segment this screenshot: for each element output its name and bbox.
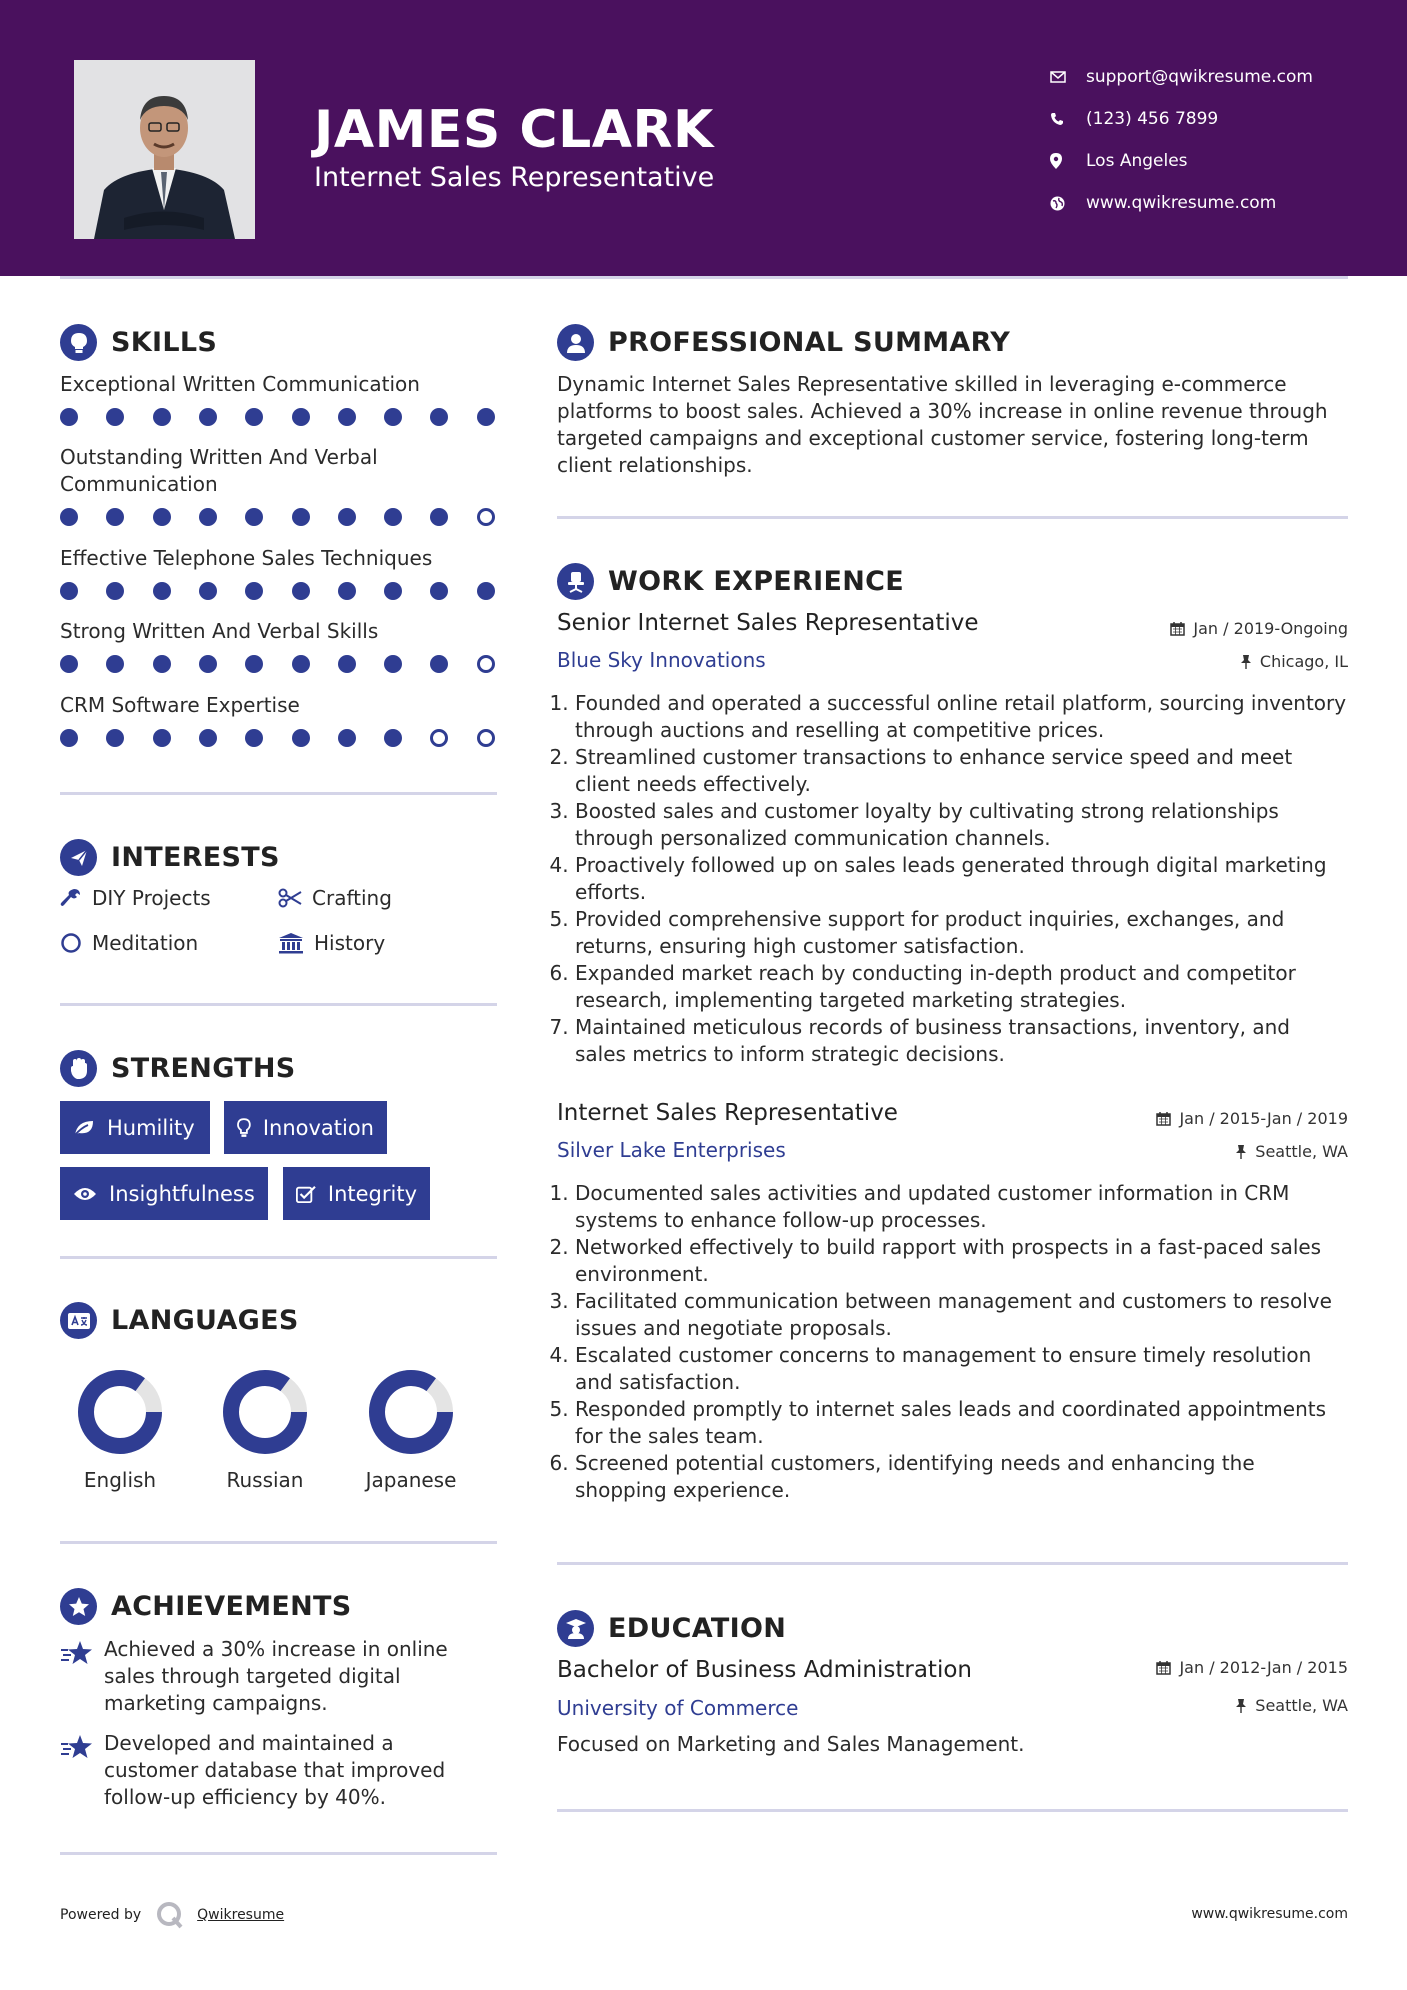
section-divider (60, 1852, 497, 1855)
education-title: EDUCATION (608, 1613, 787, 1644)
phone-icon (1050, 112, 1086, 126)
calendar-icon (1170, 621, 1185, 636)
job-location-text: Seattle, WA (1255, 1142, 1348, 1161)
language-ring (365, 1366, 457, 1458)
job-bullet: 4. Proactively followed up on sales leads generated through digital marketing efforts. (575, 852, 1347, 906)
achievement-item (60, 1730, 490, 1811)
achievements-heading (60, 1588, 352, 1625)
institution-icon (278, 932, 304, 954)
section-divider (60, 792, 497, 795)
skill-dot-filled (430, 582, 448, 600)
language-label: Japanese (365, 1468, 457, 1492)
skill-dot-filled (106, 408, 124, 426)
globe-icon (1050, 196, 1086, 211)
job-bullet: 4. Escalated customer concerns to management to ensure timely resolution and satisfaction. (575, 1342, 1347, 1396)
leaf-icon (73, 1119, 95, 1137)
achievement-item (60, 1636, 490, 1717)
qwikresume-logo-icon (155, 1900, 185, 1930)
language-label: Russian (226, 1468, 304, 1492)
candidate-title: Internet Sales Representative (314, 162, 715, 193)
interest-label: Meditation (92, 931, 199, 955)
skill-dot-filled (60, 655, 78, 673)
section-divider (557, 1562, 1348, 1565)
strength-label: Insightfulness (109, 1181, 255, 1206)
contact-email[interactable] (1050, 56, 1380, 98)
section-divider (557, 1809, 1348, 1812)
skill-dot-filled (153, 582, 171, 600)
skill-dot-filled (292, 582, 310, 600)
job-title: Internet Sales Representative (557, 1100, 898, 1126)
contact-location-text: Los Angeles (1086, 151, 1188, 171)
language-item (190, 1366, 340, 1492)
education-location-text: Seattle, WA (1255, 1696, 1348, 1715)
language-label: English (83, 1468, 157, 1492)
strengths-title: STRENGTHS (111, 1053, 296, 1084)
skill-rating (60, 655, 500, 675)
skills-heading (60, 324, 217, 361)
paper-plane-icon (60, 839, 97, 876)
job-dates (1156, 1109, 1348, 1128)
calendar-icon (1156, 1111, 1171, 1126)
job-bullet: 3. Facilitated communication between management and customers to resolve issues and negotiate proposals. (575, 1288, 1347, 1342)
section-divider (557, 516, 1348, 519)
candidate-name: JAMES CLARK (314, 100, 714, 160)
languages-title: LANGUAGES (111, 1305, 299, 1336)
skill-dot-filled (106, 729, 124, 747)
skill-rating (60, 508, 500, 528)
job-title: Senior Internet Sales Representative (557, 610, 979, 636)
job-dates-text: Jan / 2015-Jan / 2019 (1179, 1109, 1348, 1128)
skill-rating (60, 582, 500, 602)
skill-dot-filled (384, 729, 402, 747)
check-square-icon (296, 1184, 316, 1204)
job-bullet: 2. Networked effectively to build rapport with prospects in a fast-paced sales environment. (575, 1234, 1347, 1288)
eye-icon (73, 1186, 97, 1202)
language-ring (219, 1366, 311, 1458)
job-bullets (557, 1180, 1347, 1504)
skill-rating (60, 729, 500, 749)
job-bullets (557, 690, 1347, 1068)
education-heading (557, 1610, 786, 1647)
skill-dot-filled (338, 582, 356, 600)
interest-label: History (314, 931, 386, 955)
summary-heading (557, 324, 1010, 361)
skill-dot-filled (60, 729, 78, 747)
skill-dot-filled (477, 408, 495, 426)
skill-dot-filled (153, 729, 171, 747)
interest-item (278, 931, 385, 955)
powered-by-label: Powered by (60, 1907, 142, 1923)
job-bullet: 5. Responded promptly to internet sales leads and coordinated appointments for the sales team. (575, 1396, 1347, 1450)
language-item (336, 1366, 486, 1492)
star-icon (60, 1730, 104, 1811)
section-divider (60, 1003, 497, 1006)
star-badge-icon (60, 1588, 97, 1625)
skill-dot-filled (245, 508, 263, 526)
skill-dot-filled (384, 408, 402, 426)
lightbulb-icon (60, 324, 97, 361)
contact-website[interactable] (1050, 182, 1380, 224)
user-icon (557, 324, 594, 361)
school-name: University of Commerce (557, 1696, 799, 1720)
contact-phone-text: (123) 456 7899 (1086, 109, 1219, 129)
strength-chip (224, 1101, 387, 1154)
job-bullet: 6. Screened potential customers, identifying needs and enhancing the shopping experience. (575, 1450, 1347, 1504)
skill-label: Outstanding Written And Verbal Communication (60, 445, 378, 496)
interest-item (60, 886, 211, 910)
achievement-text: Developed and maintained a customer database that improved follow-up efficiency by 40%. (104, 1731, 446, 1809)
skill-dot-filled (60, 508, 78, 526)
footer-website[interactable]: www.qwikresume.com (1191, 1906, 1348, 1922)
skill-dot-empty (430, 729, 448, 747)
skill-dot-filled (292, 508, 310, 526)
star-icon (60, 1636, 104, 1717)
skill-dot-filled (245, 582, 263, 600)
job-bullet: 5. Provided comprehensive support for product inquiries, exchanges, and returns, ensuring high customer satisfaction. (575, 906, 1347, 960)
skill-dot-filled (384, 508, 402, 526)
language-ring (74, 1366, 166, 1458)
calendar-icon (1156, 1660, 1171, 1675)
skill-dot-filled (199, 655, 217, 673)
job-dates (1170, 619, 1348, 638)
skill-label: Effective Telephone Sales Techniques (60, 546, 433, 570)
map-pin-icon (1050, 153, 1086, 169)
fist-icon (60, 1050, 97, 1087)
skill-dot-filled (338, 729, 356, 747)
scissors-icon (278, 888, 302, 908)
experience-heading (557, 563, 904, 600)
education-description: Focused on Marketing and Sales Management. (557, 1732, 1025, 1756)
job-bullet: 3. Boosted sales and customer loyalty by cultivating strong relationships through personalized communication channels. (575, 798, 1347, 852)
resume-header (0, 0, 1407, 276)
pushpin-icon (1240, 654, 1252, 669)
skill-dot-filled (199, 508, 217, 526)
experience-title: WORK EXPERIENCE (608, 566, 904, 597)
interests-title: INTERESTS (111, 842, 280, 873)
graduate-icon (557, 1610, 594, 1647)
contact-website-text: www.qwikresume.com (1086, 193, 1277, 213)
job-bullet: 1. Documented sales activities and updated customer information in CRM systems to enhance follow-up processes. (575, 1180, 1347, 1234)
skill-dot-empty (477, 508, 495, 526)
skill-label: Strong Written And Verbal Skills (60, 619, 379, 643)
skill-dot-filled (106, 582, 124, 600)
achievements-title: ACHIEVEMENTS (111, 1591, 352, 1622)
skill-dot-filled (153, 408, 171, 426)
lightbulb-outline-icon (237, 1118, 251, 1138)
interest-item (278, 886, 392, 910)
skill-dot-filled (60, 582, 78, 600)
skill-label: CRM Software Expertise (60, 693, 300, 717)
skill-dot-filled (384, 582, 402, 600)
office-chair-icon (557, 563, 594, 600)
company-name: Blue Sky Innovations (557, 648, 766, 672)
job-bullet: 6. Expanded market reach by conducting in-depth product and competitor research, implementing targeted marketing strategies. (575, 960, 1347, 1014)
skill-dot-filled (153, 508, 171, 526)
skill-label: Exceptional Written Communication (60, 372, 420, 396)
company-name: Silver Lake Enterprises (557, 1138, 786, 1162)
skill-dot-filled (199, 729, 217, 747)
skill-dot-filled (199, 408, 217, 426)
skill-dot-filled (384, 655, 402, 673)
summary-title: PROFESSIONAL SUMMARY (608, 327, 1011, 358)
skill-dot-filled (292, 655, 310, 673)
skill-dot-filled (153, 655, 171, 673)
strength-label: Humility (107, 1115, 195, 1140)
interest-label: Crafting (312, 886, 392, 910)
skill-dot-empty (477, 729, 495, 747)
strength-chip (60, 1101, 210, 1154)
job-bullet: 1. Founded and operated a successful online retail platform, sourcing inventory through auctions and reselling at competitive prices. (575, 690, 1347, 744)
skill-dot-filled (338, 655, 356, 673)
wrench-icon (60, 887, 82, 909)
skill-dot-filled (430, 655, 448, 673)
education-dates (1156, 1658, 1348, 1677)
skill-rating (60, 408, 500, 428)
skill-dot-empty (477, 655, 495, 673)
job-location (1235, 1142, 1348, 1161)
job-bullet: 7. Maintained meticulous records of business transactions, inventory, and sales metrics to inform strategic decisions. (575, 1014, 1347, 1068)
pushpin-icon (1235, 1144, 1247, 1159)
skill-dot-filled (106, 508, 124, 526)
footer-powered-by (60, 1900, 284, 1930)
strength-label: Innovation (262, 1115, 374, 1140)
job-location-text: Chicago, IL (1259, 652, 1348, 671)
profile-photo (74, 60, 255, 239)
skill-dot-filled (338, 508, 356, 526)
interest-label: DIY Projects (92, 886, 211, 910)
header-divider (60, 276, 1348, 279)
skill-dot-filled (245, 655, 263, 673)
circle-icon (60, 932, 82, 954)
section-divider (60, 1541, 497, 1544)
skill-dot-filled (430, 408, 448, 426)
skill-dot-filled (60, 408, 78, 426)
skill-dot-filled (430, 508, 448, 526)
languages-heading (60, 1302, 299, 1339)
section-divider (60, 1256, 497, 1259)
strengths-heading (60, 1050, 296, 1087)
achievement-text: Achieved a 30% increase in online sales through targeted digital marketing campaigns. (104, 1637, 448, 1715)
skill-dot-filled (245, 729, 263, 747)
job-dates-text: Jan / 2019-Ongoing (1193, 619, 1348, 638)
job-bullet: 2. Streamlined customer transactions to enhance service speed and meet client needs effectively. (575, 744, 1347, 798)
degree-title: Bachelor of Business Administration (557, 1657, 972, 1683)
skill-dot-filled (245, 408, 263, 426)
qwikresume-link[interactable]: Qwikresume (197, 1907, 285, 1923)
skill-dot-filled (199, 582, 217, 600)
skill-dot-filled (477, 582, 495, 600)
contact-list (1050, 56, 1380, 224)
contact-email-text: support@qwikresume.com (1086, 67, 1313, 87)
interests-heading (60, 839, 280, 876)
language-icon (60, 1302, 97, 1339)
skill-dot-filled (106, 655, 124, 673)
education-location (1235, 1696, 1348, 1715)
contact-location (1050, 140, 1380, 182)
skill-dot-filled (292, 729, 310, 747)
strength-chip (283, 1167, 430, 1220)
strength-label: Integrity (327, 1181, 417, 1206)
skills-title: SKILLS (111, 327, 218, 358)
contact-phone[interactable] (1050, 98, 1380, 140)
job-location (1240, 652, 1348, 671)
education-dates-text: Jan / 2012-Jan / 2015 (1179, 1658, 1348, 1677)
strength-chip (60, 1167, 268, 1220)
language-item (45, 1366, 195, 1492)
skill-dot-filled (292, 408, 310, 426)
envelope-icon (1050, 71, 1086, 83)
interest-item (60, 931, 198, 955)
summary-text: Dynamic Internet Sales Representative skilled in leveraging e-commerce platforms to boost sales. Achieved a 30% increase in online revenue through targeted campaigns and exceptional customer service, fostering long-term client relationships. (557, 372, 1328, 477)
skill-dot-filled (338, 408, 356, 426)
pushpin-icon (1235, 1698, 1247, 1713)
